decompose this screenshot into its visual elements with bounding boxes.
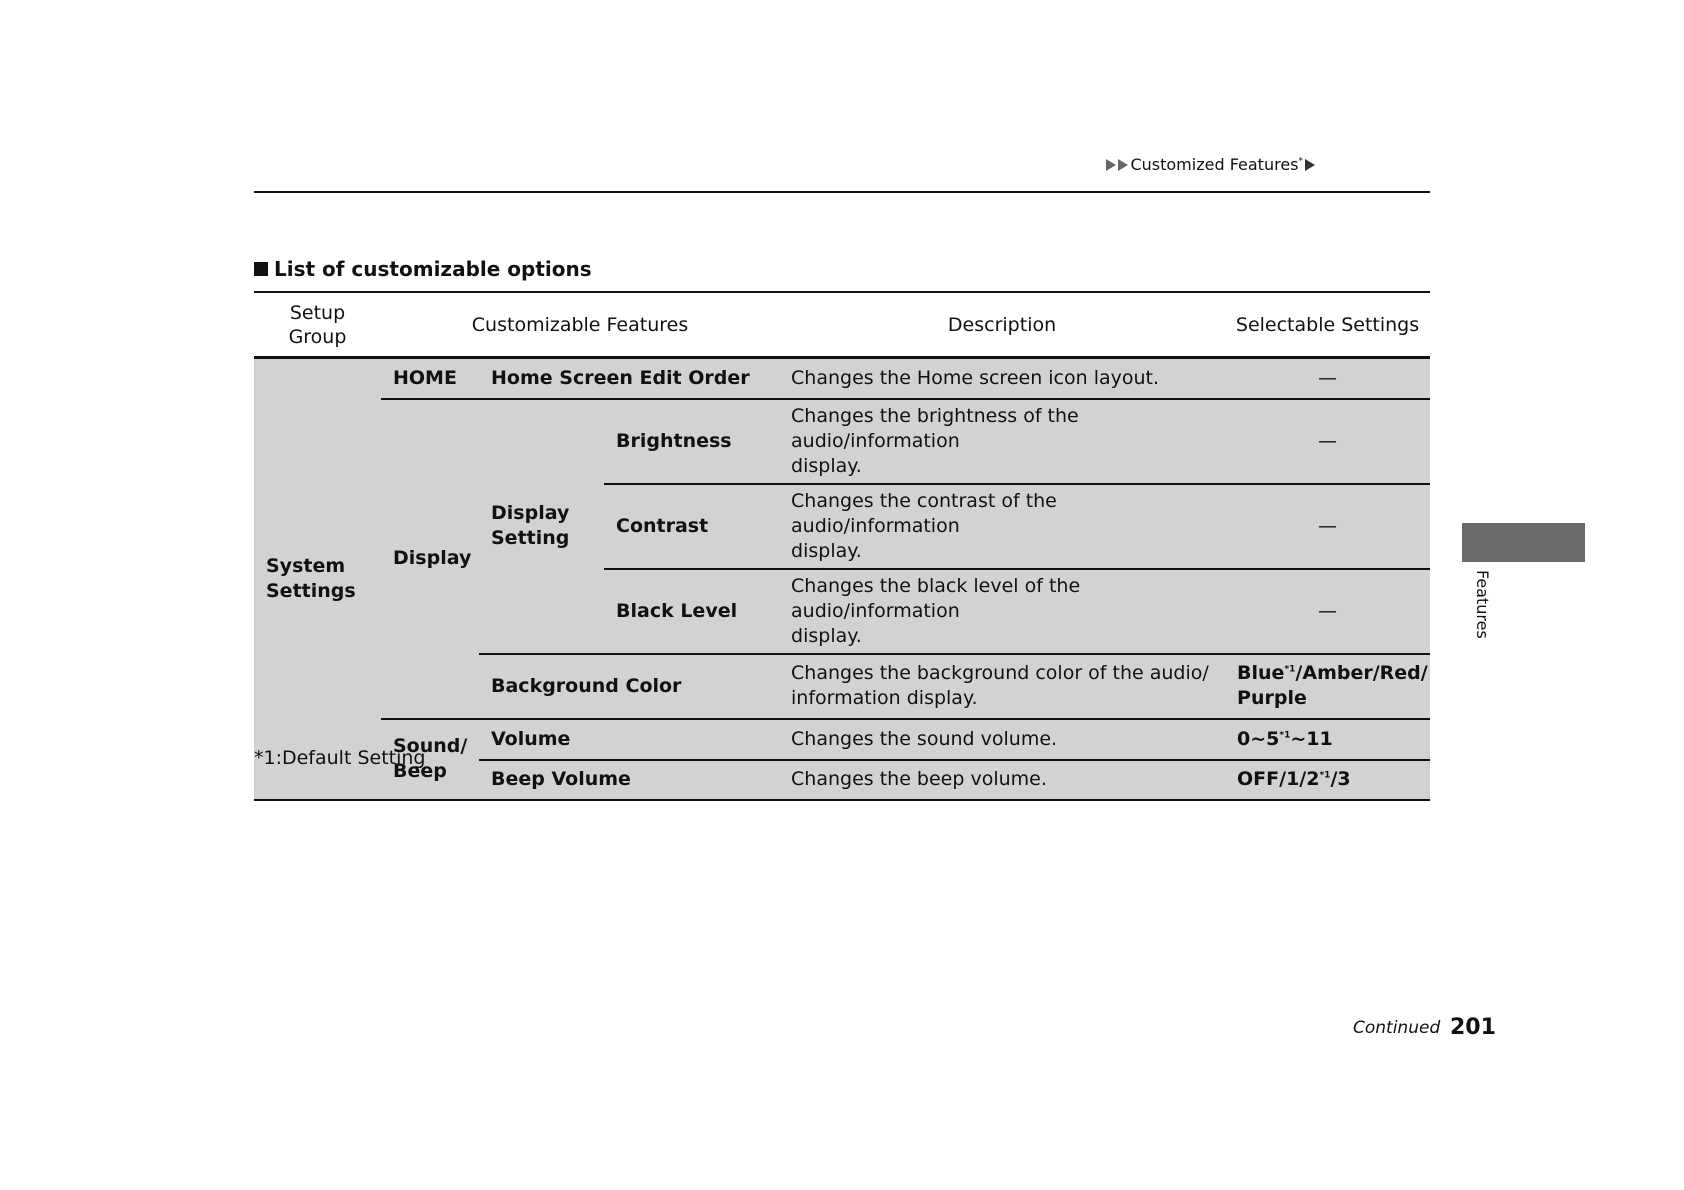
header-description: Description bbox=[779, 292, 1225, 358]
header-rule bbox=[254, 191, 1430, 193]
header-settings: Selectable Settings bbox=[1225, 292, 1430, 358]
category-home: HOME bbox=[381, 358, 479, 399]
group-system-settings: System Settings bbox=[254, 358, 381, 800]
settings-cell: Blue$^{*1}$/Amber/Red/ Purple bbox=[1225, 654, 1430, 719]
description-cell: Changes the black level of the audio/information display. bbox=[779, 569, 1225, 654]
breadcrumb-label: Customized Features* bbox=[1130, 155, 1303, 174]
settings-cell: — bbox=[1225, 358, 1430, 399]
breadcrumb bbox=[1106, 155, 1315, 174]
header-features: Customizable Features bbox=[381, 292, 779, 358]
page-number: 201 bbox=[1450, 1015, 1496, 1040]
description-cell: Changes the Home screen icon layout. bbox=[779, 358, 1225, 399]
settings-cell: OFF/1/2$^{*1}$/3 bbox=[1225, 760, 1430, 800]
description-cell: Changes the contrast of the audio/information display. bbox=[779, 484, 1225, 569]
settings-cell: 0~5$^{*1}$~11 bbox=[1225, 719, 1430, 760]
feature-beep-volume: Beep Volume bbox=[479, 760, 779, 800]
settings-cell: — bbox=[1225, 399, 1430, 484]
feature-volume: Volume bbox=[479, 719, 779, 760]
table-row bbox=[254, 719, 1430, 760]
feature-home-screen-edit-order: Home Screen Edit Order bbox=[479, 358, 779, 399]
feature-contrast: Contrast bbox=[604, 484, 779, 569]
continued-label: Continued bbox=[1353, 1018, 1441, 1038]
table-header-row bbox=[254, 292, 1430, 358]
section-title-text: List of customizable options bbox=[274, 257, 592, 281]
table-row bbox=[254, 399, 1430, 484]
feature-brightness: Brightness bbox=[604, 399, 779, 484]
section-title bbox=[254, 257, 592, 281]
category-sound-beep: Sound/ Beep bbox=[381, 719, 479, 800]
settings-cell: — bbox=[1225, 484, 1430, 569]
triangle-icon bbox=[1305, 159, 1315, 171]
category-display: Display bbox=[381, 399, 479, 719]
options-table bbox=[254, 291, 1430, 801]
subgroup-display-setting: Display Setting bbox=[479, 399, 604, 654]
square-bullet-icon bbox=[254, 262, 268, 276]
settings-cell: — bbox=[1225, 569, 1430, 654]
header-setup-group: Setup Group bbox=[254, 292, 381, 358]
footnote: *1:Default Setting bbox=[254, 747, 426, 769]
triangle-icon bbox=[1106, 159, 1116, 171]
feature-black-level: Black Level bbox=[604, 569, 779, 654]
description-cell: Changes the background color of the audio/ information display. bbox=[779, 654, 1225, 719]
triangle-icon bbox=[1118, 159, 1128, 171]
side-tab-label: Features bbox=[1473, 570, 1492, 639]
description-cell: Changes the beep volume. bbox=[779, 760, 1225, 800]
feature-background-color: Background Color bbox=[479, 654, 779, 719]
description-cell: Changes the brightness of the audio/information display. bbox=[779, 399, 1225, 484]
table-row bbox=[254, 358, 1430, 399]
description-cell: Changes the sound volume. bbox=[779, 719, 1225, 760]
side-tab bbox=[1462, 523, 1585, 562]
